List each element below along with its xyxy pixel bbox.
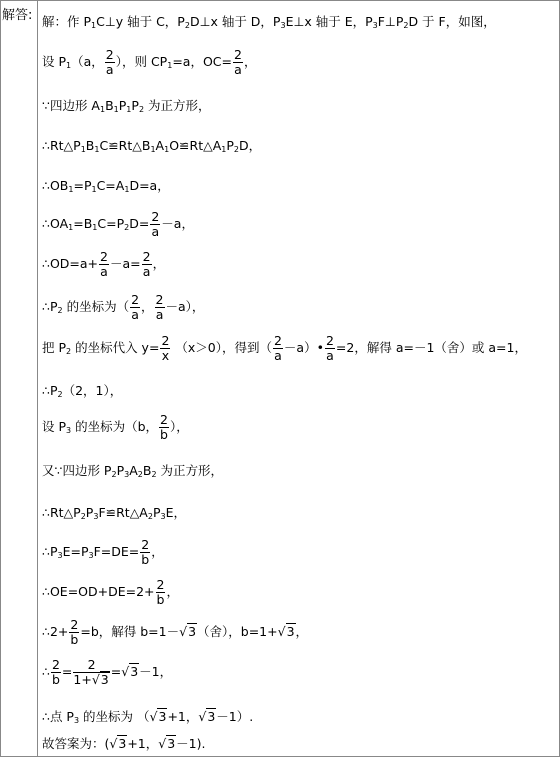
solution-line-15: ∴OE=OD+DE=2+ $\frac{2}{b}$ ， xyxy=(42,577,179,607)
solution-line-8: $\therefore P_2$ 的坐标为（ $\frac{2}{a}$ ， $\frac{2}{a}$ －a）， xyxy=(42,292,205,322)
column-divider xyxy=(37,0,38,757)
solution-line-17: ∴ $\frac{2}{b}$ = $\frac{2}{1+√3}$ =√3－1， xyxy=(42,657,173,687)
solution-line-2: 设 $P_1(a$， $\frac{2}{a}$ ），则 $CP_1=a$，OC= $\frac{2}{a}$ ， xyxy=(42,47,257,77)
answer-header: 解答: xyxy=(2,8,33,23)
solution-line-12: 又∵四边形 $P_2P_3A_2B_2$ 为正方形， xyxy=(42,463,224,479)
solution-line-9: 把 $P_2$ 的坐标代入 y= $\frac{2}{x}$ （x＞0），得到（ $\frac{2}{a}$ －a）• $\frac{2}{a}$ =2，解得 a=－1（舍）或 a=1， xyxy=(42,333,527,363)
solution-line-5: $\therefore OB_1=P_1C=A_1D=a$， xyxy=(42,178,170,194)
solution-line-1: 解：作 $P_1C\perp y$ 轴于 C，$P_2D\perp x$ 轴于 D，$P_3E\perp x$ 轴于 E，$P_3F\perp P_2D$ 于 F，如图， xyxy=(42,14,496,30)
solution-line-7: ∴OD=a+ $\frac{2}{a}$ －a= $\frac{2}{a}$ ， xyxy=(42,249,166,279)
solution-line-13: $\therefore Rt\triangle P_2P_3F≌Rt\triangle A_2P_3E$， xyxy=(42,505,186,521)
solution-line-11: 设 $P_3$ 的坐标为（b， $\frac{2}{b}$ ）， xyxy=(42,412,189,442)
solution-line-14: $\therefore P_3E=P_3F=DE=$ $\frac{2}{b}$ ， xyxy=(42,537,164,567)
solution-line-16: ∴2+ $\frac{2}{b}$ =b，解得 b=1－√3（舍），b=1+√3， xyxy=(42,617,309,647)
solution-line-18: ∴点 $P_3$ 的坐标为 （√3+1，√3－1）. xyxy=(42,709,254,725)
solution-line-10: $\therefore P_2(2$，1）， xyxy=(42,383,123,399)
solution-line-6: $\therefore OA_1=B_1C=P_2D=$ $\frac{2}{a}$ －a， xyxy=(42,209,194,239)
solution-line-19: 故答案为：(√3+1，√3－1). xyxy=(42,736,206,751)
solution-line-3: ∵四边形 $A_1B_1P_1P_2$ 为正方形， xyxy=(42,98,211,114)
solution-line-4: $\therefore Rt\triangle P_1B_1C≌Rt\triangle B_1A_1O≌Rt\triangle A_1P_2D$， xyxy=(42,138,262,154)
